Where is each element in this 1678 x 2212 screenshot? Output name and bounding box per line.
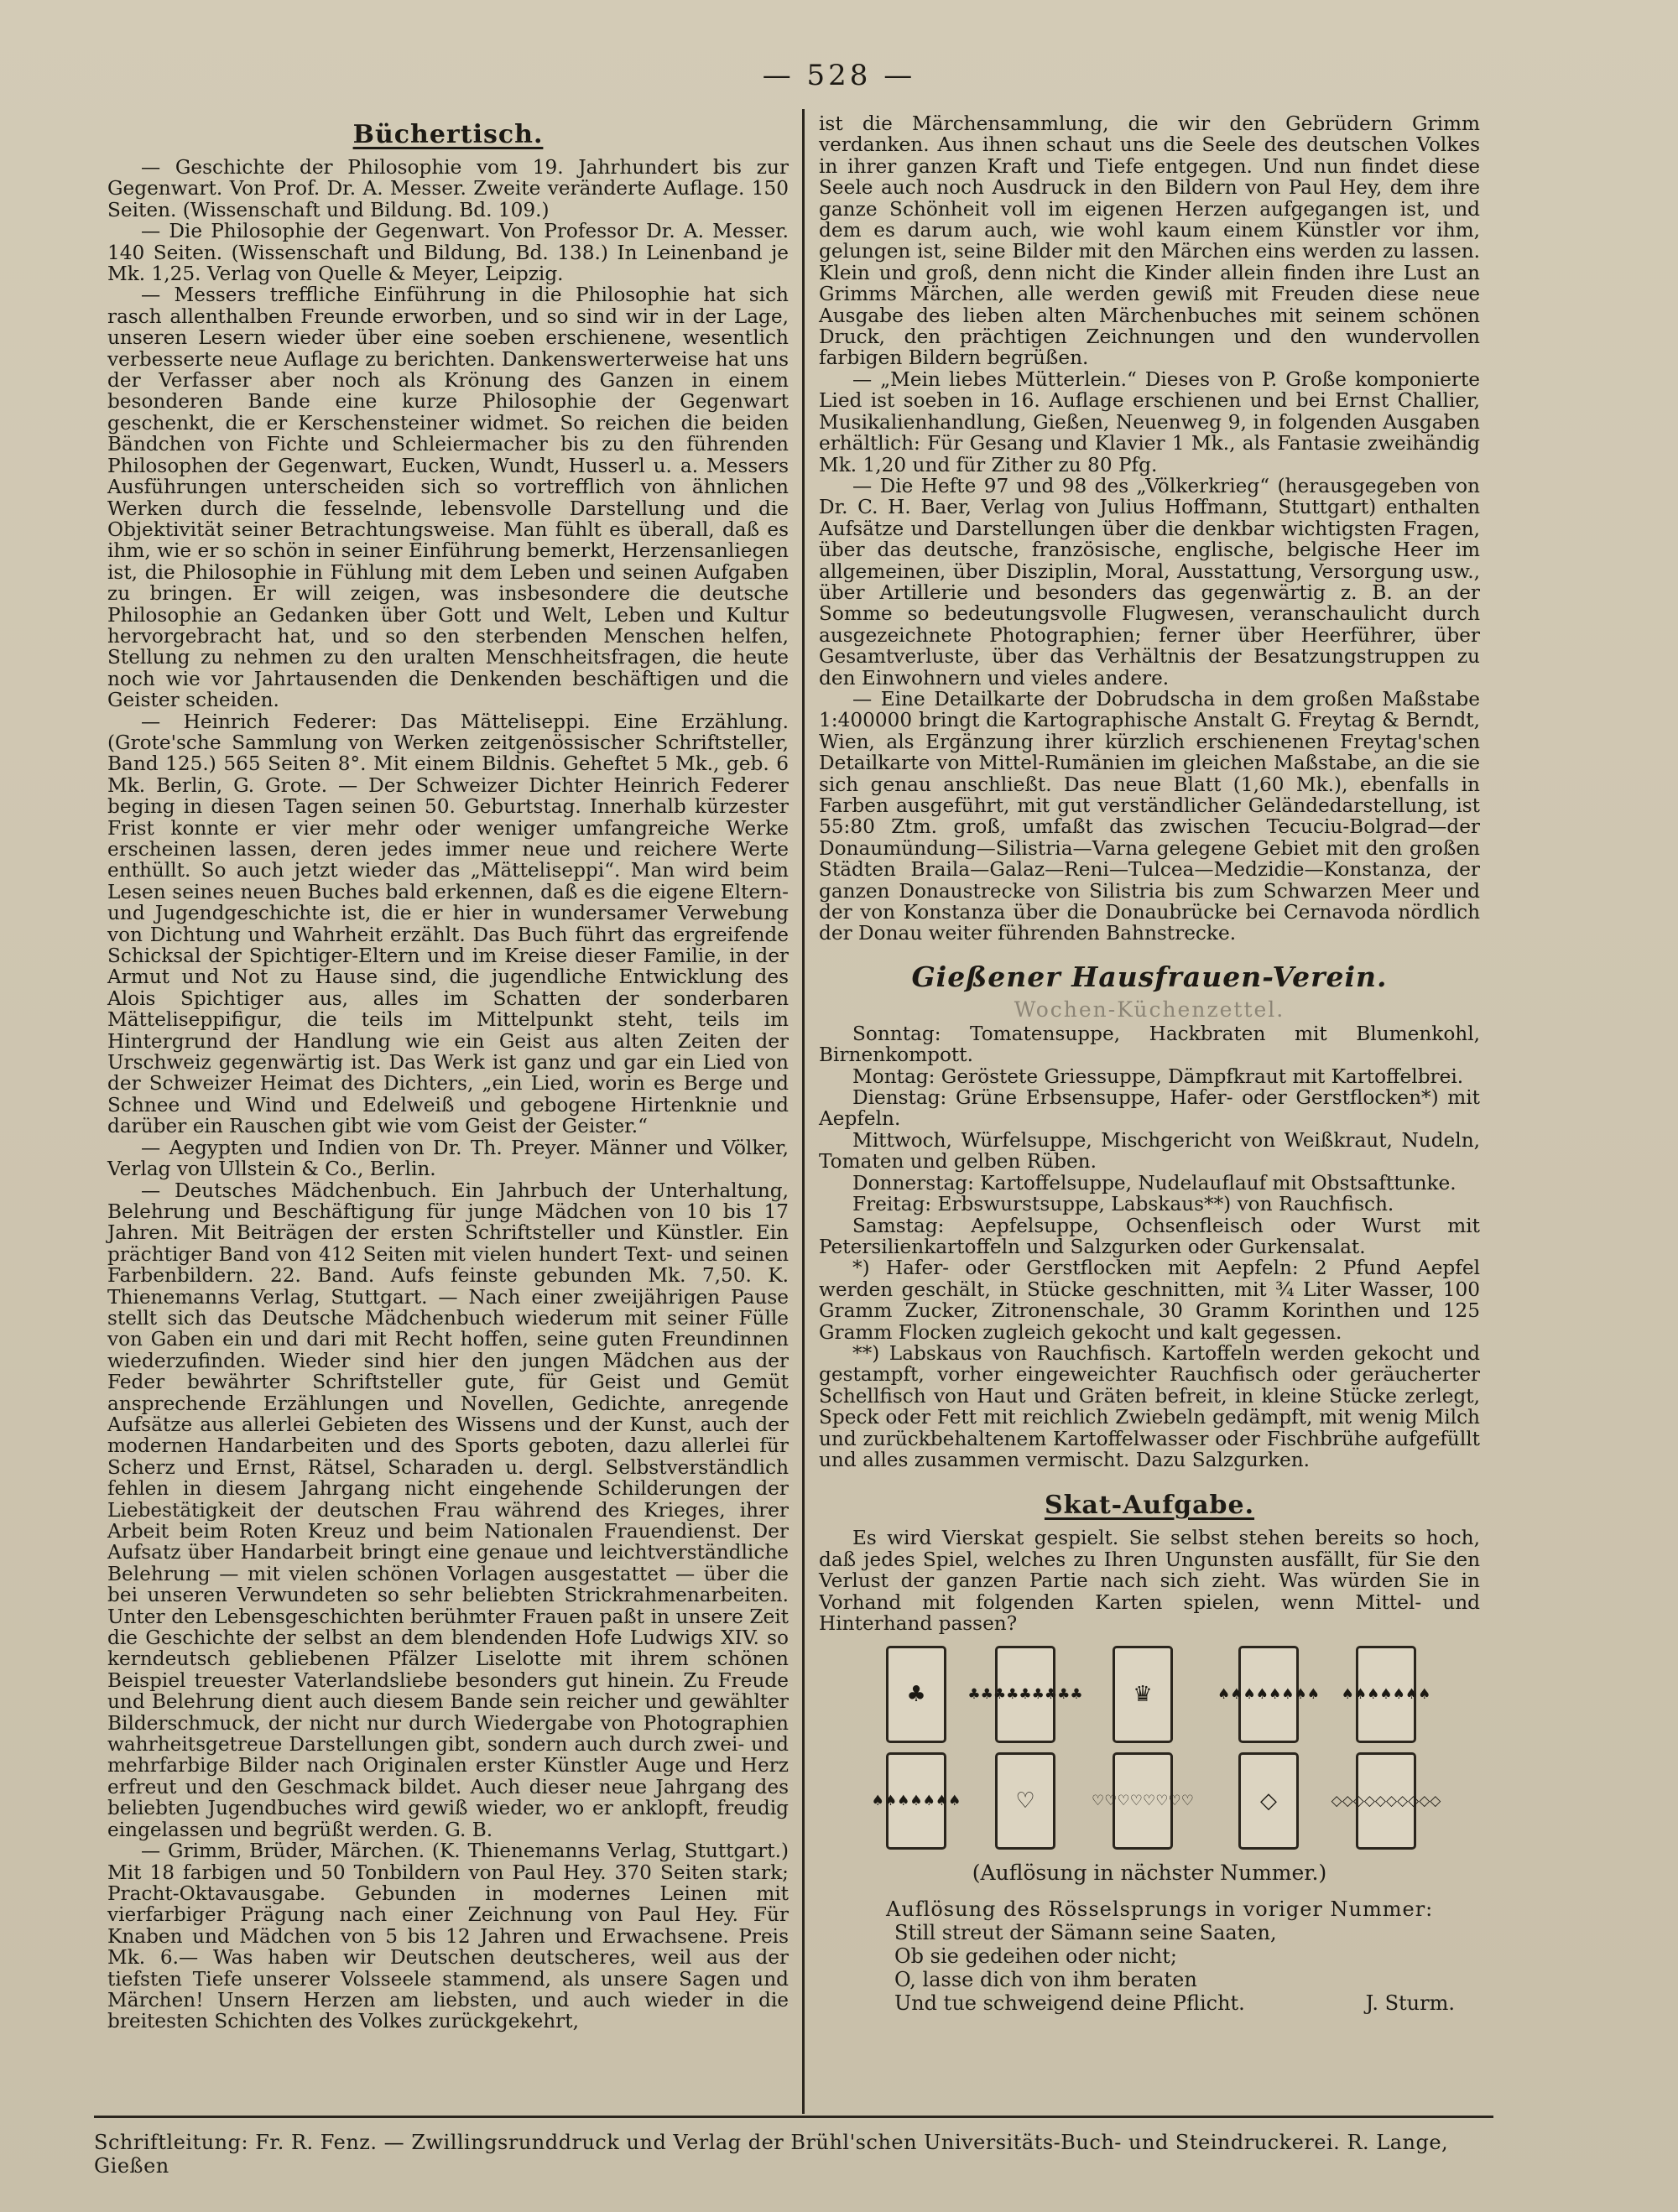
- review-paragraph: — „Mein liebes Mütterlein.“ Dieses von P. Große komponierte Lied ist soeben in 16. Auflage erschienen und bei Ernst Challier, Musikalienhandlung, Gießen, Neuenweg 9, in folgenden Ausgaben erhältlich: Für Gesang und Klavier 1 Mk., als Fantasie zweihändig Mk. 1,20 und für Zither zu 80 Pfg.: [819, 367, 1480, 476]
- playing-card: ♛: [1113, 1646, 1173, 1743]
- playing-card: ♣♣♣♣♣♣♣♣♣: [995, 1646, 1055, 1743]
- section-heading-hausfrauen-verein: Gießener Hausfrauen-Verein.: [911, 960, 1388, 993]
- right-column: [819, 113, 1480, 2101]
- skat-solution-note: (Auflösung in nächster Nummer.): [972, 1861, 1327, 1886]
- playing-card: ◇◇◇◇◇◇◇◇◇◇: [1356, 1752, 1416, 1850]
- menu-day: Samstag: Aepfelsuppe, Ochsenfleisch oder Wurst mit Petersilienkartoffeln und Salzgurken oder Gurkensalat.: [819, 1214, 1480, 1258]
- review-paragraph: — Die Hefte 97 und 98 des „Völkerkrieg“ (herausgegeben von Dr. C. H. Baer, Verlag von Julius Hoffmann, Stuttgart) enthalten Aufsätze und Darstellungen über die denkbar wichtigsten Fragen, über das deutsche, französische, englische, belgische Heer im allgemeinen, über Disziplin, Moral, Ausstattung, Versorgung usw., über Artillerie und besonders das gegenwärtig z. B. an der Somme so bedeutungsvolle Flugwesen, veranschaulicht durch ausgezeichnete Photographien; ferner über Heerführer, über Gesamtverluste, über das Verhältnis der Besatzungstruppen zu den Einwohnern und vieles andere.: [819, 474, 1480, 690]
- footnote: **) Labskaus von Rauchfisch. Kartoffeln werden gekocht und gestampft, vorher eingeweichter Rauchfisch oder geräucherter Schellfisch von Haut und Gräten befreit, in kleine Stücke zerlegt, Speck oder Fett mit reichlich Zwiebeln gedämpft, mit wenig Milch und zurückbehaltenem Kartoffelwasser oder Fischbrühe aufgefüllt und alles zusammen vermischt. Dazu Salzgurken.: [819, 1341, 1480, 1471]
- poem-line: Ob sie gedeihen oder nicht;: [894, 1944, 1177, 1969]
- review-paragraph: — Heinrich Federer: Das Mätteliseppi. Eine Erzählung. (Grote'sche Sammlung von Werken zeitgenössischer Schriftsteller, Band 125.) 565 Seiten 8°. Mit einem Bildnis. Geheftet 5 Mk., geb. 6 Mk. Berlin, G. Grote. — Der Schweizer Dichter Heinrich Federer beging in diesen Tagen seinen 50. Geburtstag. Innerhalb kürzester Frist konnte er vier mehr oder weniger umfangreiche Werke erscheinen lassen, deren jedes immer neue und reichere Werte enthüllt. So auch jetzt wieder das „Mätteliseppi“. Man wird beim Lesen seines neuen Buches bald erkennen, daß es die eigene Eltern- und Jugendgeschichte ist, die er hier in wundersamer Verwebung von Dichtung und Wahrheit erzählt. Das Buch führt das ergreifende Schicksal der Spichtiger-Eltern und im Kreise dieser Familie, in der Armut und Not zu Hause sind, die jugendliche Entwicklung des Alois Spichtiger aus, alles im Schatten der sonderbaren Mätteliseppifigur, die teils im Mittelpunkt steht, teils im Hintergrund der Handlung wie ein Geist aus alten Zeiten der Urschweiz gegenwärtig ist. Das Werk ist ganz und gar ein Lied von der Schweizer Heimat des Dichters, „ein Lied, worin es Berge und Schnee und Wind und Edelweiß und gebogene Hirtenknie und darüber ein Rauschen gibt wie vom Geist der Geister.“: [107, 710, 789, 1138]
- menu-day: Montag: Geröstete Griessuppe, Dämpfkraut mit Kartoffelbrei.: [852, 1064, 1464, 1088]
- left-column: [107, 113, 789, 2101]
- riddle-heading: Auflösung des Rösselsprungs in voriger Nummer:: [886, 1897, 1434, 1922]
- playing-card: ♡: [995, 1752, 1055, 1850]
- playing-card: ♡♡♡♡♡♡♡♡: [1113, 1752, 1173, 1850]
- review-paragraph: — Die Philosophie der Gegenwart. Von Professor Dr. A. Messer. 140 Seiten. (Wissenschaft und Bildung, Bd. 138.) In Leinenband je Mk. 1,25. Verlag von Quelle & Meyer, Leipzig.: [107, 220, 789, 286]
- page-number: — 528 —: [762, 59, 916, 92]
- poem-last-row: [819, 1991, 1480, 2015]
- review-paragraph: ist die Märchensammlung, die wir den Gebrüdern Grimm verdanken. Aus ihnen schaut uns die Seele des deutschen Volkes in ihrer ganzen Kraft und Tiefe entgegen. Und nun findet diese Seele auch noch Ausdruck in den Bildern von Paul Hey, dem ihre ganze Schönheit voll im eigenen Herzen aufgegangen ist, und dem es darum auch, wie wohl kaum einem Künstler vor ihm, gelungen ist, seine Bilder mit den Märchen eins werden zu lassen. Klein und groß, denn nicht die Kinder allein finden ihre Lust an Grimms Märchen, alle werden gewiß mit Freuden diese neue Ausgabe des lieben alten Märchenbuches mit seinem schönen Druck, den prächtigen Zeichnungen und den wundervollen farbigen Bildern begrüßen.: [819, 112, 1480, 370]
- skat-problem-text: Es wird Vierskat gespielt. Sie selbst stehen bereits so hoch, daß jedes Spiel, welches zu Ihren Ungunsten ausfällt, für Sie den Verlust der ganzen Partie nach sich zieht. Was würden Sie in Vorhand mit folgenden Karten spielen, wenn Mittel- und Hinterhand passen?: [819, 1527, 1480, 1635]
- weekly-menu: [819, 1023, 1480, 1471]
- column-divider: [802, 109, 805, 2114]
- section-heading-buechertisch: Büchertisch.: [352, 120, 544, 149]
- poem-author: J. Sturm.: [1365, 1991, 1455, 2016]
- review-paragraph: — Aegypten und Indien von Dr. Th. Preyer. Männer und Völker, Verlag von Ullstein & Co., Berlin.: [107, 1136, 789, 1181]
- menu-day: Donnerstag: Kartoffelsuppe, Nudelauflauf mit Obstsafttunke.: [852, 1171, 1457, 1194]
- footer-rule: [94, 2116, 1493, 2118]
- poem-line: Still streut der Sämann seine Saaten,: [894, 1921, 1277, 1945]
- playing-card: ♠♠♠♠♠♠♠: [886, 1752, 946, 1850]
- imprint-footer: Schriftleitung: Fr. R. Fenz. — Zwillingsrunddruck und Verlag der Brühl'schen Universitäts-Buch- und Steindruckerei. R. Lange, Gießen: [94, 2131, 1449, 2178]
- review-paragraph: — Eine Detailkarte der Dobrudscha in dem großen Maßstabe 1:400000 bringt die Kartographische Anstalt G. Freytag & Berndt, Wien, als Ergänzung ihrer kürzlich erschienenen Freytag'schen Detailkarte von Mittel-Rumänien im gleichen Maßstabe, an die sie sich genau anschließt. Das neue Blatt (1,60 Mk.), ebenfalls in Farben ausgeführt, mit gut verständlicher Geländedarstellung, ist 55:80 Ztm. groß, umfaßt das zwischen Tecuciu-Bolgrad—der Donaumündung—Silistria—Varna gelegene Gebiet mit den großen Städten Braila—Galaz—Reni—Tulcea—Medzidie—Konstanza, der ganzen Donaustrecke von Silistria bis zum Schwarzen Meer und der von Konstanza über die Donaubrücke bei Cernavoda nördlich der Donau weiter führenden Bahnstrecke.: [819, 687, 1480, 945]
- review-paragraph: — Grimm, Brüder, Märchen. (K. Thienemanns Verlag, Stuttgart.) Mit 18 farbigen und 50 Tonbildern von Paul Hey. 370 Seiten stark; Pracht-Oktavausgabe. Gebunden in modernes Leinen mit vierfarbiger Prägung nach einer Zeichnung von Paul Hey. Für Knaben und Mädchen von 5 bis 12 Jahren und Erwachsene. Preis Mk. 6.— Was haben wir Deutschen deutscheres, weil aus der tiefsten Tiefe unserer Volsseele stammend, als unsere Sagen und Märchen! Unsern Herzen am liebsten, und auch wieder in die breitesten Schichten des Volkes zurückgekehrt,: [107, 1840, 789, 2033]
- section-heading-skat: Skat-Aufgabe.: [1044, 1491, 1255, 1521]
- playing-card: ♣: [886, 1646, 946, 1743]
- review-paragraph: — Deutsches Mädchenbuch. Ein Jahrbuch der Unterhaltung, Belehrung und Beschäftigung für junge Mädchen von 10 bis 17 Jahren. Mit Beiträgen der ersten Schriftsteller und Künstler. Ein prächtiger Band von 412 Seiten mit vielen hundert Text- und seinen Farbenbildern. 22. Band. Aufs feinste gebunden Mk. 7,50. K. Thienemanns Verlag, Stuttgart. — Nach einer zweijährigen Pause stellt sich das Deutsche Mädchenbuch wiederum mit seiner Fülle von Gaben ein und dari mit Recht hoffen, seine guten Freundinnen wiederzufinden. Wieder sind hier den jungen Mädchen aus der Feder bewährter Schriftsteller gute, für Geist und Gemüt ansprechende Erzählungen und Novellen, Gedichte, anregende Aufsätze aus allerlei Gebieten des Wissens und der Kunst, auch der modernen Handarbeiten und des Sports geboten, dazu allerlei für Scherz und Ernst, Rätsel, Scharaden u. dergl. Selbstverständlich fehlen in diesem Jahrgang nicht eingehende Schilderungen der Liebestätigkeit der deutschen Frau während des Krieges, ihrer Arbeit beim Roten Kreuz und beim Nationalen Frauendienst. Der Aufsatz über Handarbeit bringt eine genaue und leichtverständliche Belehrung — mit vielen schönen Vorlagen ausgestattet — über die bei unseren Verwundeten so sehr beliebten Strickrahmenarbeiten. Unter den Lebensgeschichten berühmter Frauen paßt in unsere Zeit die Geschichte der selbst an dem blendenden Hofe Ludwigs XIV. so kerndeutsch gebliebenen Pfälzer Liselotte mit ihrem schönen Beispiel treuester Vaterlandsliebe besonders gut hinein. Zu Freude und Belehrung dient auch diesem Bande sein reicher und gewählter Bilderschmuck, der nicht nur durch Wiedergabe von Photographien wahrheitsgetreue Darstellungen gibt, sondern auch durch zwei- und mehrfarbige Bilder nach Originalen erster Künstler Auge und Herz erfreut und den Geschmack bildet. Auch dieser neue Jahrgang des beliebten Jugendbuches wird gewiß wieder, wo er anklopft, freudig eingelassen und begrüßt werden. G. B.: [107, 1179, 789, 1841]
- skat-cards: [819, 1639, 1480, 1857]
- menu-day: Mittwoch, Würfelsuppe, Mischgericht von Weißkraut, Nudeln, Tomaten und gelben Rüben.: [819, 1128, 1480, 1174]
- review-paragraph: — Geschichte der Philosophie vom 19. Jahrhundert bis zur Gegenwart. Von Prof. Dr. A. Messer. Zweite veränderte Auflage. 150 Seiten. (Wissenschaft und Bildung. Bd. 109.): [107, 156, 789, 221]
- poem-line: O, lasse dich von ihm beraten: [894, 1968, 1197, 1992]
- playing-card: ♠♠♠♠♠♠♠: [1356, 1646, 1416, 1743]
- playing-card: ◇: [1238, 1752, 1299, 1850]
- menu-day: Sonntag: Tomatensuppe, Hackbraten mit Blumenkohl, Birnenkompott.: [819, 1022, 1480, 1067]
- poem-line: Und tue schweigend deine Pflicht.: [894, 1991, 1245, 2016]
- menu-subheading: Wochen-Küchenzettel.: [1014, 997, 1285, 1022]
- playing-card: ♠♠♠♠♠♠♠♠: [1238, 1646, 1299, 1743]
- menu-day: Freitag: Erbswurstsuppe, Labskaus**) von Rauchfisch.: [852, 1193, 1394, 1216]
- footnote: *) Hafer- oder Gerstflocken mit Aepfeln: 2 Pfund Aepfel werden geschält, in Stücke geschnitten, mit ¾ Liter Wasser, 100 Gramm Zucker, Zitronenschale, 30 Gramm Korinthen und 125 Gramm Flocken zugleich gekocht und kalt gegessen.: [819, 1257, 1480, 1344]
- menu-day: Dienstag: Grüne Erbsensuppe, Hafer- oder Gerstflocken*) mit Aepfeln.: [819, 1086, 1480, 1131]
- riddle-solution: [819, 1897, 1480, 2015]
- review-paragraph: — Messers treffliche Einführung in die Philosophie hat sich rasch allenthalben Freunde erworben, und so sind wir in der Lage, unseren Lesern wieder über eine soeben erschienene, wesentlich verbesserte neue Auflage zu berichten. Dankenswerterweise hat uns der Verfasser aber noch als Krönung des Ganzen in einem besonderen Bande eine kurze Philosophie der Gegenwart geschenkt, die er Kerschensteiner widmet. So reichen die beiden Bändchen von Fichte und Schleiermacher bis zu den führenden Philosophen der Gegenwart, Eucken, Wundt, Husserl u. a. Messers Ausführungen unterscheiden sich so vortrefflich von ähnlichen Werken durch die fesselnde, lebensvolle Darstellung und die Objektivität seiner Betrachtungsweise. Man fühlt es überall, daß es ihm, wie er so schön in seiner Einführung bemerkt, Herzensanliegen ist, die Philosophie in Fühlung mit dem Leben und seinen Aufgaben zu bringen. Er will zeigen, was insbesondere die deutsche Philosophie an Gedanken über Gott und Welt, Leben und Kultur hervorgebracht hat, und so den sterbenden Menschen helfen, Stellung zu nehmen zu den uralten Menschheitsfragen, die heute noch wie vor Jahrtausenden die Denkenden beschäftigen und die Geister scheiden.: [107, 284, 789, 712]
